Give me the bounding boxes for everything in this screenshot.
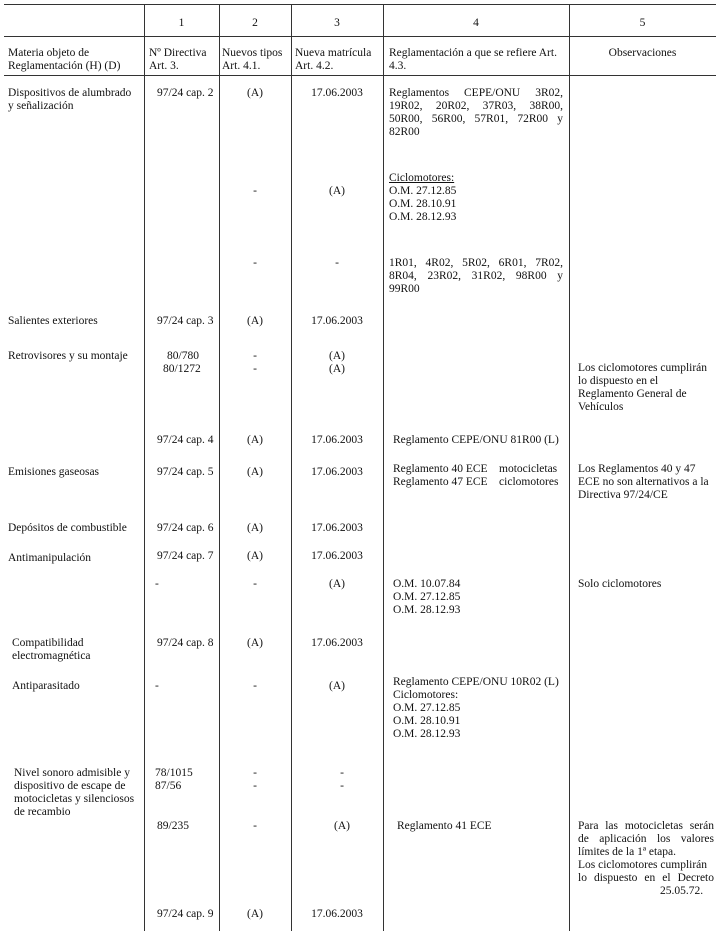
matricula-depositos: 17.06.2003 (311, 522, 363, 534)
nuevos-alumbrado-otros: - (253, 257, 257, 269)
nuevos-emisiones: (A) (247, 466, 263, 478)
materia-retrovisores: Retrovisores y su montaje (8, 350, 128, 362)
header-reglamentacion-line2: 4.3. (389, 60, 407, 72)
matricula-nivel-sonoro-97: 17.06.2003 (311, 908, 363, 920)
reglam-emisiones-l2: Reglamento 47 ECE ciclomotores (393, 476, 559, 488)
directiva-salientes: 97/24 cap. 3 (157, 315, 214, 327)
directiva-antimanipulacion: 97/24 cap. 7 (157, 550, 214, 562)
directiva-depositos: 97/24 cap. 6 (157, 522, 214, 534)
column-divider (569, 4, 570, 931)
directiva-retrovisores-2: 80/1272 (163, 363, 201, 375)
nuevos-antiparasitado: - (253, 680, 257, 692)
obs-emisiones-l2: ECE no son alternativos a la (578, 476, 709, 488)
materia-nivel-sonoro-l1: Nivel sonoro admisible y (14, 767, 130, 779)
reglam-ciclo-l2: O.M. 28.10.91 (389, 198, 457, 210)
column-number-5: 5 (639, 17, 646, 29)
header-materia-line2: Reglamentación (H) (D) (8, 60, 121, 72)
nuevos-salientes: (A) (247, 315, 263, 327)
column-number-2: 2 (252, 17, 258, 29)
matricula-alumbrado-otros: - (335, 257, 339, 269)
nuevos-depositos: (A) (247, 522, 263, 534)
reglam-alumbrado-l1: Reglamentos CEPE/ONU 3R02, (389, 87, 563, 99)
materia-salientes: Salientes exteriores (8, 315, 98, 327)
obs-nivel-sonoro-l4: Los ciclomotores cumplirán (578, 859, 708, 871)
matricula-retrovisores-1: (A) (329, 350, 345, 362)
nuevos-compatibilidad: (A) (247, 637, 263, 649)
matricula-alumbrado-ciclo: (A) (329, 185, 345, 197)
reglam-otros-l2: 8R04, 23R02, 31R02, 98R00 y (389, 270, 563, 282)
column-number-3: 3 (334, 17, 340, 29)
nuevos-nivel-sonoro-2: - (253, 780, 257, 792)
obs-nivel-sonoro-l1: Para las motocicletas serán (578, 820, 714, 832)
reglam-antimanipulacion-l1: O.M. 10.07.84 (393, 578, 461, 590)
obs-retrovisores-l3: Reglamento General de (578, 388, 687, 400)
matricula-nivel-sonoro-1: - (340, 767, 344, 779)
header-top-rule (4, 4, 716, 5)
reglam-antimanipulacion-l3: O.M. 28.12.93 (393, 604, 461, 616)
header-bottom-rule (4, 75, 716, 76)
materia-compatibilidad-l1: Compatibilidad (12, 637, 84, 649)
directiva-compatibilidad: 97/24 cap. 8 (157, 637, 214, 649)
directiva-emisiones: 97/24 cap. 5 (157, 466, 214, 478)
reglam-nivel-sonoro-89: Reglamento 41 ECE (397, 820, 492, 832)
obs-nivel-sonoro-l2: de aplicación los valores (578, 833, 714, 845)
obs-antimanipulacion: Solo ciclomotores (578, 578, 662, 590)
nuevos-nivel-sonoro-97: (A) (247, 908, 263, 920)
directiva-antimanipulacion-om: - (155, 578, 159, 590)
header-reglamentacion-line1: Reglamentación a que se refiere Art. (389, 47, 557, 59)
directiva-nivel-sonoro-1: 78/1015 (155, 767, 193, 779)
reglam-ciclo-title: Ciclomotores: (389, 172, 455, 184)
nuevos-retrovisores-97: (A) (247, 434, 263, 446)
matricula-antimanipulacion: 17.06.2003 (311, 550, 363, 562)
reglam-retrovisores-97: Reglamento CEPE/ONU 81R00 (L) (393, 434, 559, 446)
header-nuevos-line1: Nuevos tipos (222, 47, 283, 59)
reglam-emisiones-l1: Reglamento 40 ECE motocicletas (393, 463, 558, 475)
matricula-emisiones: 17.06.2003 (311, 466, 363, 478)
materia-alumbrado-l1: Dispositivos de alumbrado (8, 87, 132, 99)
reglam-antiparasitado-l1: Reglamento CEPE/ONU 10R02 (L) (393, 676, 559, 688)
header-nuevos-line2: Art. 4.1. (222, 60, 261, 72)
matricula-antiparasitado: (A) (329, 680, 345, 692)
header-matricula-line2: Art. 4.2. (295, 60, 334, 72)
materia-antiparasitado: Antiparasitado (12, 680, 80, 692)
obs-emisiones-l3: Directiva 97/24/CE (578, 489, 668, 501)
reglam-antiparasitado-l5: O.M. 28.12.93 (393, 728, 461, 740)
directiva-antiparasitado: - (155, 680, 159, 692)
directiva-alumbrado: 97/24 cap. 2 (157, 87, 214, 99)
header-directiva-line1: Nº Directiva (149, 47, 207, 59)
matricula-nivel-sonoro-89: (A) (334, 820, 350, 832)
obs-retrovisores-l1: Los ciclomotores cumplirán (578, 362, 708, 374)
column-number-4: 4 (473, 17, 479, 29)
materia-alumbrado-l2: y señalización (8, 100, 74, 112)
matricula-retrovisores-2: (A) (329, 363, 345, 375)
materia-nivel-sonoro-l2: dispositivo de escape de (14, 780, 126, 792)
nuevos-nivel-sonoro-1: - (253, 767, 257, 779)
reglam-otros-l1: 1R01, 4R02, 5R02, 6R01, 7R02, (389, 257, 563, 269)
obs-nivel-sonoro-l3: límites de la 1ª etapa. (578, 846, 677, 858)
header-directiva-line2: Art. 3. (149, 60, 179, 72)
nuevos-nivel-sonoro-89: - (253, 820, 257, 832)
nuevos-antimanipulacion: (A) (247, 550, 263, 562)
reglam-alumbrado-l2: 19R02, 20R02, 37R03, 38R00, (389, 100, 563, 112)
obs-retrovisores-l2: lo dispuesto en el (578, 375, 659, 387)
matricula-alumbrado: 17.06.2003 (311, 87, 363, 99)
nuevos-retrovisores-2: - (253, 363, 257, 375)
materia-antimanipulacion: Antimanipulación (8, 552, 92, 564)
column-divider (144, 4, 145, 931)
reglam-antimanipulacion-l2: O.M. 27.12.85 (393, 591, 461, 603)
nuevos-alumbrado: (A) (247, 87, 263, 99)
reglam-alumbrado-l4: 82R00 (389, 126, 420, 138)
header-observaciones: Observaciones (608, 47, 677, 59)
directiva-nivel-sonoro-97: 97/24 cap. 9 (157, 908, 214, 920)
obs-emisiones-l1: Los Reglamentos 40 y 47 (578, 463, 696, 475)
reglam-otros-l3: 99R00 (389, 283, 420, 295)
reglam-antiparasitado-l2: Ciclomotores: (393, 689, 459, 701)
matricula-nivel-sonoro-2: - (340, 780, 344, 792)
reglam-antiparasitado-l4: O.M. 28.10.91 (393, 715, 461, 727)
directiva-nivel-sonoro-2: 87/56 (155, 780, 182, 792)
reglam-antiparasitado-l3: O.M. 27.12.85 (393, 702, 461, 714)
matricula-antimanipulacion-om: (A) (329, 578, 345, 590)
obs-retrovisores-l4: Vehículos (578, 401, 624, 413)
reglam-ciclo-l3: O.M. 28.12.93 (389, 211, 457, 223)
directiva-retrovisores-1: 80/780 (167, 350, 199, 362)
obs-nivel-sonoro-l5: lo dispuesto en el Decreto (578, 872, 714, 884)
materia-emisiones: Emisiones gaseosas (8, 466, 100, 478)
reglam-alumbrado-l3: 50R00, 56R00, 57R01, 72R00 y (389, 113, 563, 125)
header-materia-line1: Materia objeto de (8, 47, 90, 59)
materia-depositos: Depósitos de combustible (8, 522, 127, 534)
materia-nivel-sonoro-l4: de recambio (14, 806, 71, 818)
header-matricula-line1: Nueva matrícula (295, 47, 372, 59)
header-rule (4, 36, 716, 37)
nuevos-alumbrado-ciclo: - (253, 185, 257, 197)
materia-compatibilidad-l2: electromagnética (12, 650, 91, 662)
nuevos-antimanipulacion-om: - (253, 578, 257, 590)
nuevos-retrovisores-1: - (253, 350, 257, 362)
directiva-nivel-sonoro-89: 89/235 (157, 820, 189, 832)
column-number-1: 1 (178, 17, 185, 29)
matricula-salientes: 17.06.2003 (311, 315, 363, 327)
reglam-ciclo-l1: O.M. 27.12.85 (389, 185, 457, 197)
directiva-retrovisores-97: 97/24 cap. 4 (157, 434, 214, 446)
matricula-compatibilidad: 17.06.2003 (311, 637, 363, 649)
matricula-retrovisores-97: 17.06.2003 (311, 434, 363, 446)
obs-nivel-sonoro-l6: 25.05.72. (660, 885, 704, 897)
materia-nivel-sonoro-l3: motocicletas y silenciosos (14, 793, 135, 805)
